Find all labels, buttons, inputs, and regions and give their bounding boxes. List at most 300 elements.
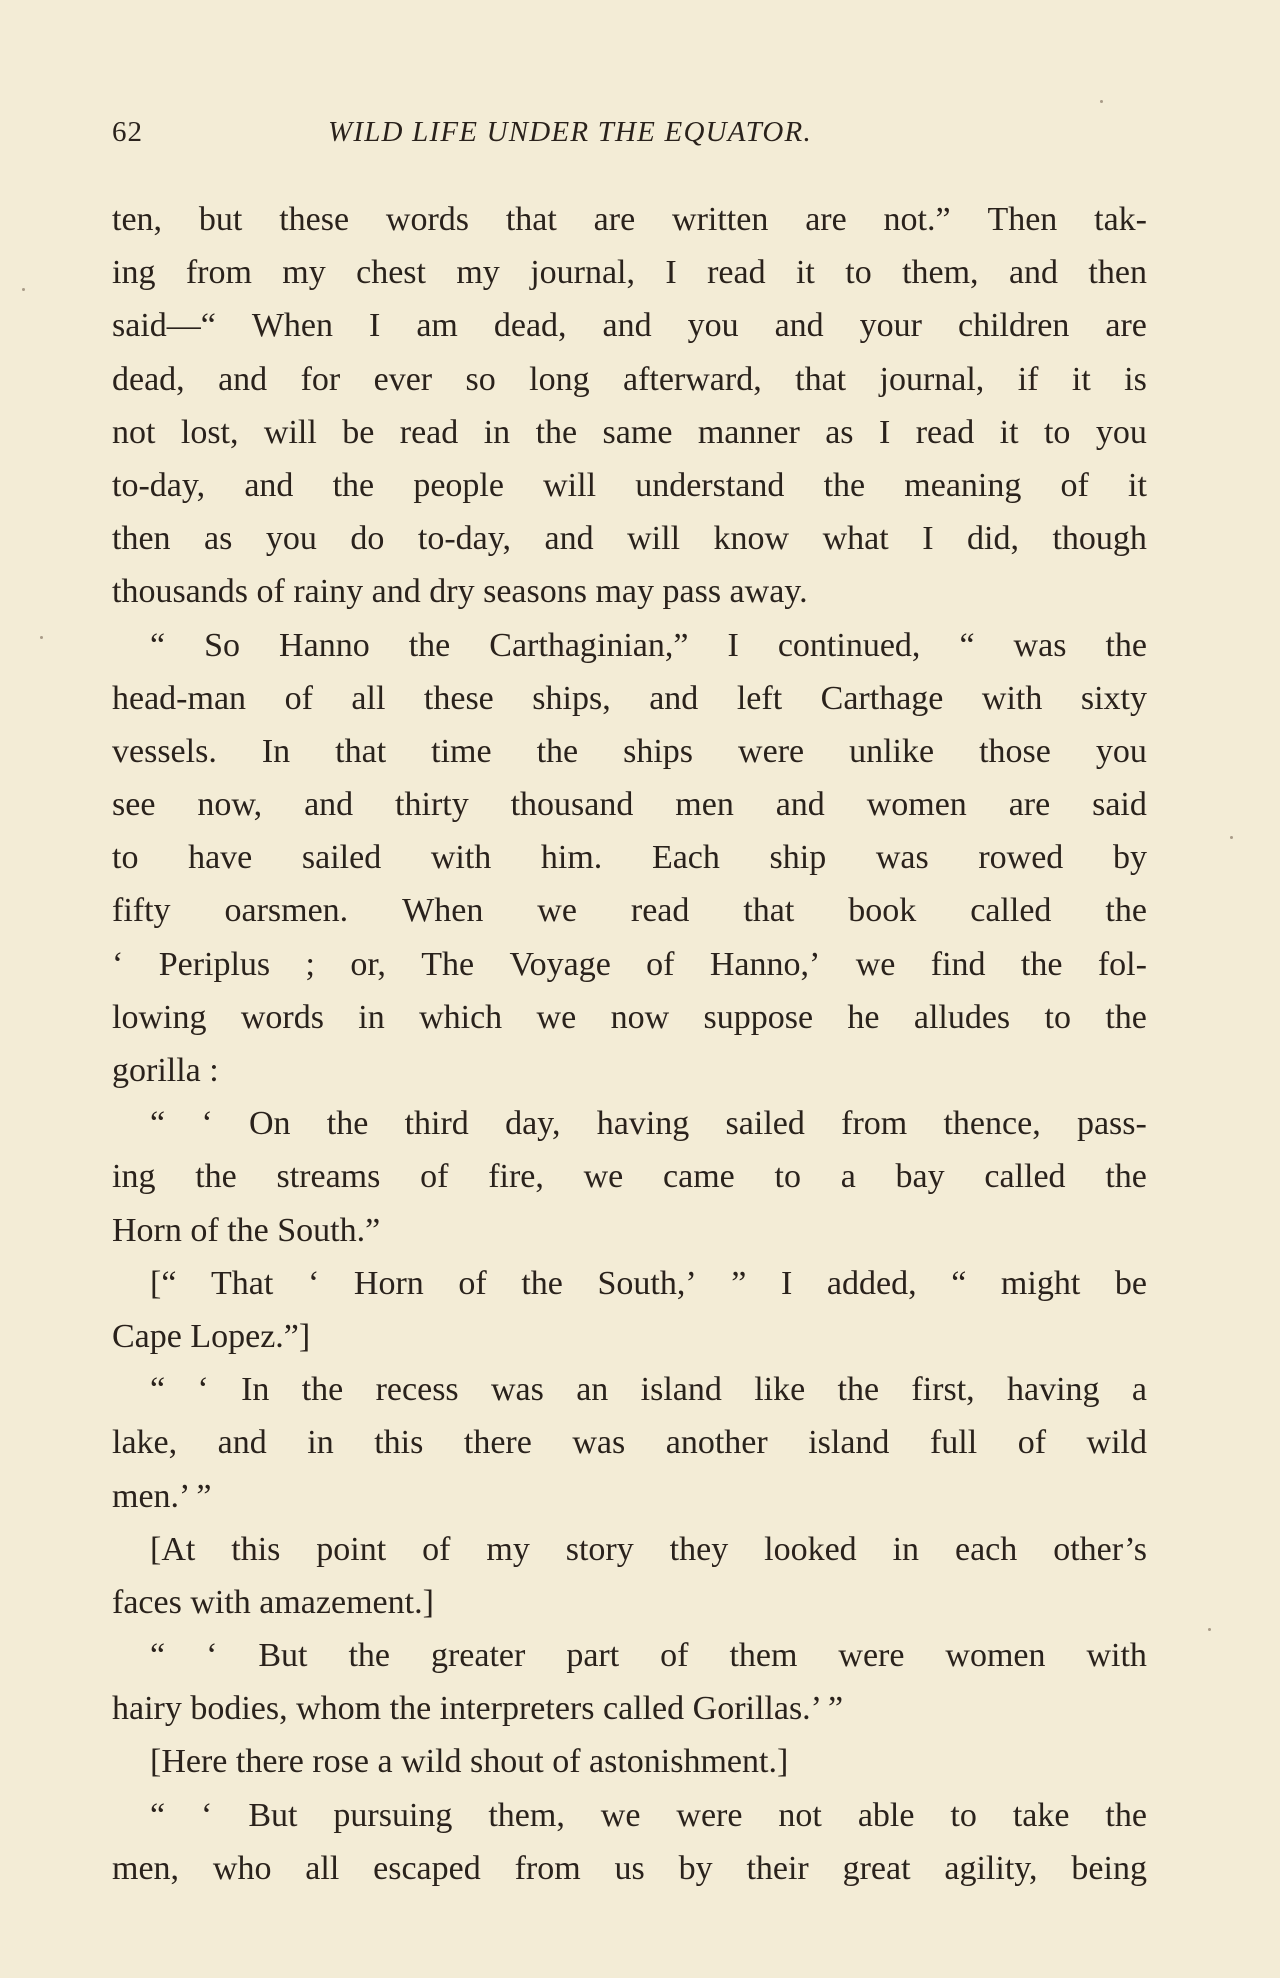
word: day, bbox=[505, 1105, 561, 1143]
word: the bbox=[1105, 892, 1147, 930]
word: “ bbox=[951, 1264, 967, 1302]
word: head-man bbox=[112, 679, 247, 717]
word: an bbox=[576, 1371, 609, 1409]
word: of bbox=[284, 679, 313, 717]
word: it bbox=[1071, 360, 1091, 398]
word: left bbox=[736, 679, 783, 717]
word: who bbox=[212, 1849, 272, 1887]
text-line bbox=[112, 1842, 1147, 1895]
word: from bbox=[185, 254, 252, 292]
word: read bbox=[399, 413, 459, 451]
word: as bbox=[825, 413, 854, 451]
word: not.” bbox=[883, 201, 951, 238]
word: pursuing bbox=[333, 1796, 453, 1834]
word: lost, bbox=[180, 413, 239, 451]
word: to bbox=[774, 1158, 801, 1196]
word: “ bbox=[150, 1371, 166, 1409]
word: are bbox=[1105, 307, 1147, 345]
word: point bbox=[316, 1530, 387, 1568]
text-line bbox=[112, 246, 1147, 299]
word: women bbox=[866, 786, 967, 824]
word: will bbox=[543, 466, 597, 504]
word: did, bbox=[967, 520, 1019, 558]
word: will bbox=[263, 413, 317, 451]
word: this bbox=[231, 1530, 281, 1568]
word: On bbox=[248, 1105, 291, 1143]
word: that bbox=[335, 732, 387, 770]
word: are bbox=[805, 201, 847, 238]
text-line bbox=[112, 619, 1147, 672]
word: the bbox=[1105, 998, 1147, 1036]
paper-speck bbox=[1100, 100, 1103, 103]
text-line bbox=[112, 1523, 1147, 1576]
word: read bbox=[630, 892, 690, 930]
word: are bbox=[1008, 786, 1051, 824]
word: to bbox=[950, 1796, 977, 1834]
text-line bbox=[112, 512, 1147, 565]
text-line bbox=[112, 1150, 1147, 1203]
word: am bbox=[416, 307, 458, 345]
word: other’s bbox=[1053, 1530, 1147, 1568]
word: ‘ bbox=[112, 945, 124, 983]
word: it bbox=[999, 413, 1019, 451]
word: as bbox=[204, 520, 233, 558]
word: “ bbox=[959, 626, 975, 664]
word: take bbox=[1012, 1796, 1070, 1834]
word: now, bbox=[197, 786, 263, 824]
word: read bbox=[915, 413, 975, 451]
word: Horn bbox=[353, 1264, 424, 1302]
word: people bbox=[413, 466, 504, 504]
word: and bbox=[217, 1424, 267, 1462]
text-line bbox=[112, 991, 1147, 1044]
word: looked bbox=[764, 1530, 857, 1568]
word: this bbox=[374, 1424, 424, 1462]
word: island bbox=[640, 1371, 722, 1409]
text-line bbox=[112, 1363, 1147, 1416]
word: a bbox=[1131, 1371, 1147, 1409]
word: of bbox=[660, 1637, 689, 1675]
text-line bbox=[112, 459, 1147, 512]
word: to-day, bbox=[112, 466, 206, 504]
word: streams bbox=[276, 1158, 381, 1196]
word: I bbox=[922, 520, 934, 558]
word: Voyage bbox=[509, 945, 611, 983]
word: said bbox=[1092, 786, 1147, 824]
word: and bbox=[602, 307, 652, 345]
word: it bbox=[1128, 466, 1147, 504]
word: from bbox=[514, 1849, 581, 1887]
word: came bbox=[663, 1158, 735, 1196]
word: we bbox=[855, 945, 896, 983]
word: words bbox=[385, 201, 469, 238]
word: ship bbox=[769, 839, 827, 877]
word: “ bbox=[150, 626, 166, 664]
word: rowed bbox=[978, 839, 1064, 877]
word: ing bbox=[112, 254, 156, 292]
word: greater bbox=[430, 1637, 526, 1675]
word: same bbox=[602, 413, 673, 451]
text-line: Cape Lopez.”] bbox=[112, 1317, 311, 1355]
word: the bbox=[823, 466, 866, 504]
word: long bbox=[529, 360, 590, 398]
word: great bbox=[842, 1849, 911, 1887]
word: pass- bbox=[1076, 1105, 1147, 1143]
word: the bbox=[326, 1105, 369, 1143]
word: of bbox=[1017, 1424, 1047, 1462]
word: we bbox=[583, 1158, 624, 1196]
word: ‘ bbox=[201, 1105, 213, 1143]
word: journal, bbox=[530, 254, 635, 292]
word: so bbox=[465, 360, 496, 398]
text-line bbox=[112, 406, 1147, 459]
word: another bbox=[665, 1424, 768, 1462]
word: that bbox=[743, 892, 795, 930]
word: When bbox=[251, 307, 334, 345]
word: read bbox=[707, 254, 766, 292]
word: Periplus bbox=[158, 945, 271, 983]
paper-speck bbox=[1230, 836, 1233, 839]
word: children bbox=[957, 307, 1070, 345]
word: do bbox=[350, 520, 385, 558]
word: ‘ bbox=[201, 1796, 213, 1834]
word: sixty bbox=[1080, 679, 1147, 717]
word: them, bbox=[902, 254, 979, 292]
word: sailed bbox=[725, 1105, 805, 1143]
word: But bbox=[258, 1637, 308, 1675]
word: he bbox=[847, 998, 880, 1036]
word: are bbox=[593, 201, 636, 238]
text-line bbox=[112, 299, 1147, 352]
text-line bbox=[112, 778, 1147, 831]
word: chest bbox=[356, 254, 426, 292]
word: ; bbox=[305, 945, 315, 983]
text-line bbox=[112, 1789, 1147, 1842]
word: have bbox=[188, 839, 253, 877]
word: oarsmen. bbox=[224, 892, 349, 930]
word: to bbox=[845, 254, 872, 292]
word: you bbox=[265, 520, 317, 558]
word: we bbox=[600, 1796, 641, 1834]
word: story bbox=[565, 1530, 634, 1568]
text-line: [Here there rose a wild shout of astonishment.] bbox=[150, 1743, 789, 1781]
word: in bbox=[358, 998, 385, 1036]
word: the bbox=[536, 732, 579, 770]
word: were bbox=[838, 1637, 905, 1675]
word: journal, bbox=[879, 360, 985, 398]
text-line bbox=[112, 1629, 1147, 1682]
word: added, bbox=[826, 1264, 917, 1302]
word: them, bbox=[488, 1796, 565, 1834]
word: thousand bbox=[510, 786, 634, 824]
word: like bbox=[754, 1371, 806, 1409]
text-line bbox=[112, 1416, 1147, 1469]
word: having bbox=[1006, 1371, 1100, 1409]
word: of bbox=[646, 945, 675, 983]
word: thence, bbox=[943, 1105, 1041, 1143]
word: there bbox=[463, 1424, 532, 1462]
word: will bbox=[627, 520, 681, 558]
word: ever bbox=[373, 360, 433, 398]
word: in bbox=[307, 1424, 334, 1462]
paper-speck bbox=[40, 636, 43, 639]
word: the bbox=[521, 1264, 563, 1302]
word: with bbox=[1086, 1637, 1147, 1675]
word: sailed bbox=[301, 839, 382, 877]
word: or, bbox=[350, 945, 386, 983]
word: be bbox=[1114, 1264, 1147, 1302]
word: my bbox=[456, 254, 500, 292]
word: though bbox=[1052, 520, 1147, 558]
word: recess bbox=[375, 1371, 459, 1409]
word: these bbox=[423, 679, 494, 717]
text-line: thousands of rainy and dry seasons may pass away. bbox=[112, 573, 808, 611]
word: and bbox=[649, 679, 699, 717]
page-header bbox=[112, 116, 1142, 156]
word: them bbox=[729, 1637, 798, 1675]
word: That bbox=[211, 1264, 274, 1302]
word: the bbox=[535, 413, 578, 451]
word: what bbox=[822, 520, 889, 558]
word: were bbox=[738, 732, 805, 770]
word: ‘ bbox=[307, 1264, 320, 1302]
word: and bbox=[304, 786, 354, 824]
word: to bbox=[1043, 413, 1071, 451]
word: with bbox=[981, 679, 1043, 717]
word: the bbox=[332, 466, 375, 504]
word: In bbox=[241, 1371, 270, 1409]
word: then bbox=[112, 520, 171, 558]
text-line bbox=[112, 1257, 1147, 1310]
word: in bbox=[892, 1530, 920, 1568]
word: But bbox=[248, 1796, 298, 1834]
word: called bbox=[984, 1158, 1066, 1196]
word: ‘ bbox=[206, 1637, 218, 1675]
word: was bbox=[572, 1424, 626, 1462]
word: and bbox=[244, 466, 294, 504]
word: ing bbox=[112, 1158, 156, 1196]
text-line bbox=[112, 353, 1147, 406]
word: men, bbox=[112, 1849, 180, 1887]
word: ten, bbox=[112, 201, 163, 238]
word: dead, bbox=[493, 307, 567, 345]
word: the bbox=[1105, 626, 1147, 664]
word: suppose bbox=[703, 998, 814, 1036]
word: of bbox=[1060, 466, 1089, 504]
text-line bbox=[112, 193, 1147, 246]
word: him. bbox=[540, 839, 603, 877]
word: but bbox=[198, 201, 243, 238]
word: were bbox=[676, 1796, 743, 1834]
word: the bbox=[1020, 945, 1063, 983]
word: Carthaginian,” bbox=[489, 626, 689, 664]
word: part bbox=[566, 1637, 620, 1675]
word: was bbox=[491, 1371, 544, 1409]
word: for bbox=[300, 360, 341, 398]
word: Carthage bbox=[820, 679, 944, 717]
word: all bbox=[305, 1849, 340, 1887]
word: from bbox=[841, 1105, 908, 1143]
word: I bbox=[369, 307, 381, 345]
word: is bbox=[1124, 360, 1147, 398]
word: and bbox=[544, 520, 594, 558]
word: third bbox=[404, 1105, 469, 1143]
word: written bbox=[672, 201, 769, 238]
word: women bbox=[945, 1637, 1046, 1675]
word: it bbox=[795, 254, 815, 292]
word: “ bbox=[150, 1637, 166, 1675]
word: their bbox=[746, 1849, 809, 1887]
word: escaped bbox=[373, 1849, 481, 1887]
word: agility, bbox=[944, 1849, 1038, 1887]
word: we bbox=[536, 998, 577, 1036]
word: alludes bbox=[913, 998, 1011, 1036]
word: When bbox=[402, 892, 484, 930]
word: being bbox=[1071, 1849, 1147, 1887]
word: In bbox=[261, 732, 291, 770]
word: Hanno bbox=[279, 626, 370, 664]
text-line bbox=[112, 831, 1147, 884]
word: understand bbox=[635, 466, 785, 504]
word: and bbox=[775, 786, 825, 824]
word: was bbox=[875, 839, 929, 877]
word: book bbox=[848, 892, 917, 930]
word: thirty bbox=[395, 786, 469, 824]
word: that bbox=[795, 360, 847, 398]
word: then bbox=[1088, 254, 1147, 292]
running-title: WILD LIFE UNDER THE EQUATOR. bbox=[328, 116, 812, 148]
word: said—“ bbox=[112, 307, 216, 345]
word: fire, bbox=[488, 1158, 544, 1196]
text-line bbox=[112, 1097, 1147, 1150]
word: by bbox=[678, 1849, 713, 1887]
word: tak- bbox=[1094, 201, 1147, 238]
word: I bbox=[665, 254, 677, 292]
word: all bbox=[351, 679, 386, 717]
word: manner bbox=[697, 413, 800, 451]
word: unlike bbox=[849, 732, 935, 770]
word: lake, bbox=[112, 1424, 178, 1462]
word: my bbox=[486, 1530, 530, 1568]
word: able bbox=[857, 1796, 915, 1834]
word: a bbox=[840, 1158, 856, 1196]
paper-speck bbox=[22, 288, 25, 291]
word: each bbox=[954, 1530, 1018, 1568]
word: [“ bbox=[150, 1264, 177, 1302]
word: full bbox=[929, 1424, 978, 1462]
word: might bbox=[1000, 1264, 1081, 1302]
word: dead, bbox=[112, 360, 185, 398]
word: was bbox=[1013, 626, 1067, 664]
word: the bbox=[195, 1158, 237, 1196]
text-line bbox=[112, 672, 1147, 725]
word: now bbox=[610, 998, 670, 1036]
word: to bbox=[1044, 998, 1071, 1036]
word: bay bbox=[895, 1158, 945, 1196]
word: us bbox=[614, 1849, 645, 1887]
word: I bbox=[878, 413, 891, 451]
word: I bbox=[727, 626, 739, 664]
word: to bbox=[112, 839, 139, 877]
word: ” bbox=[731, 1264, 747, 1302]
paper-speck bbox=[1208, 1628, 1211, 1631]
word: of bbox=[422, 1530, 451, 1568]
word: fifty bbox=[112, 892, 171, 930]
word: having bbox=[596, 1105, 690, 1143]
word: not bbox=[112, 413, 156, 451]
word: your bbox=[859, 307, 922, 345]
word: I bbox=[780, 1264, 793, 1302]
word: The bbox=[421, 945, 475, 983]
word: of bbox=[458, 1264, 487, 1302]
word: wild bbox=[1086, 1424, 1147, 1462]
word: fol- bbox=[1097, 945, 1147, 983]
word: the bbox=[1105, 1796, 1147, 1834]
word: of bbox=[420, 1158, 449, 1196]
word: know bbox=[713, 520, 790, 558]
word: Then bbox=[987, 201, 1058, 238]
word: which bbox=[419, 998, 503, 1036]
word: continued, bbox=[777, 626, 921, 664]
word: you bbox=[1095, 413, 1147, 451]
text-line bbox=[112, 938, 1147, 991]
word: by bbox=[1112, 839, 1147, 877]
word: be bbox=[342, 413, 375, 451]
word: in bbox=[483, 413, 511, 451]
word: Hanno,’ bbox=[709, 945, 821, 983]
word: that bbox=[505, 201, 557, 238]
word: [At bbox=[150, 1530, 196, 1568]
word: the bbox=[348, 1637, 390, 1675]
word: and bbox=[1008, 254, 1059, 292]
word: the bbox=[408, 626, 451, 664]
word: you bbox=[1095, 732, 1147, 770]
word: find bbox=[930, 945, 986, 983]
word: “ bbox=[150, 1105, 166, 1143]
word: see bbox=[112, 786, 156, 824]
word: to-day, bbox=[417, 520, 512, 558]
word: they bbox=[669, 1530, 729, 1568]
word: time bbox=[431, 732, 492, 770]
text-line: men.’ ” bbox=[112, 1477, 212, 1515]
word: those bbox=[979, 732, 1051, 770]
word: called bbox=[970, 892, 1052, 930]
word: you bbox=[687, 307, 739, 345]
word: ships bbox=[623, 732, 694, 770]
word: with bbox=[430, 839, 492, 877]
word: men bbox=[675, 786, 734, 824]
word: lowing bbox=[112, 998, 207, 1036]
word: Each bbox=[651, 839, 720, 877]
word: meaning bbox=[904, 466, 1022, 504]
word: words bbox=[240, 998, 324, 1036]
word: the bbox=[1105, 1158, 1147, 1196]
word: we bbox=[537, 892, 577, 930]
word: ‘ bbox=[197, 1371, 209, 1409]
text-line: faces with amazement.] bbox=[112, 1583, 434, 1621]
word: vessels. bbox=[112, 732, 217, 770]
text-line: Horn of the South.” bbox=[112, 1211, 381, 1249]
body-text bbox=[112, 193, 1147, 1895]
text-line: gorilla : bbox=[112, 1052, 219, 1089]
word: South,’ bbox=[597, 1264, 697, 1302]
page-number: 62 bbox=[112, 116, 143, 148]
word: and bbox=[774, 307, 824, 345]
word: the bbox=[301, 1371, 344, 1409]
word: my bbox=[282, 254, 326, 292]
word: island bbox=[808, 1424, 890, 1462]
word: first, bbox=[911, 1371, 975, 1409]
